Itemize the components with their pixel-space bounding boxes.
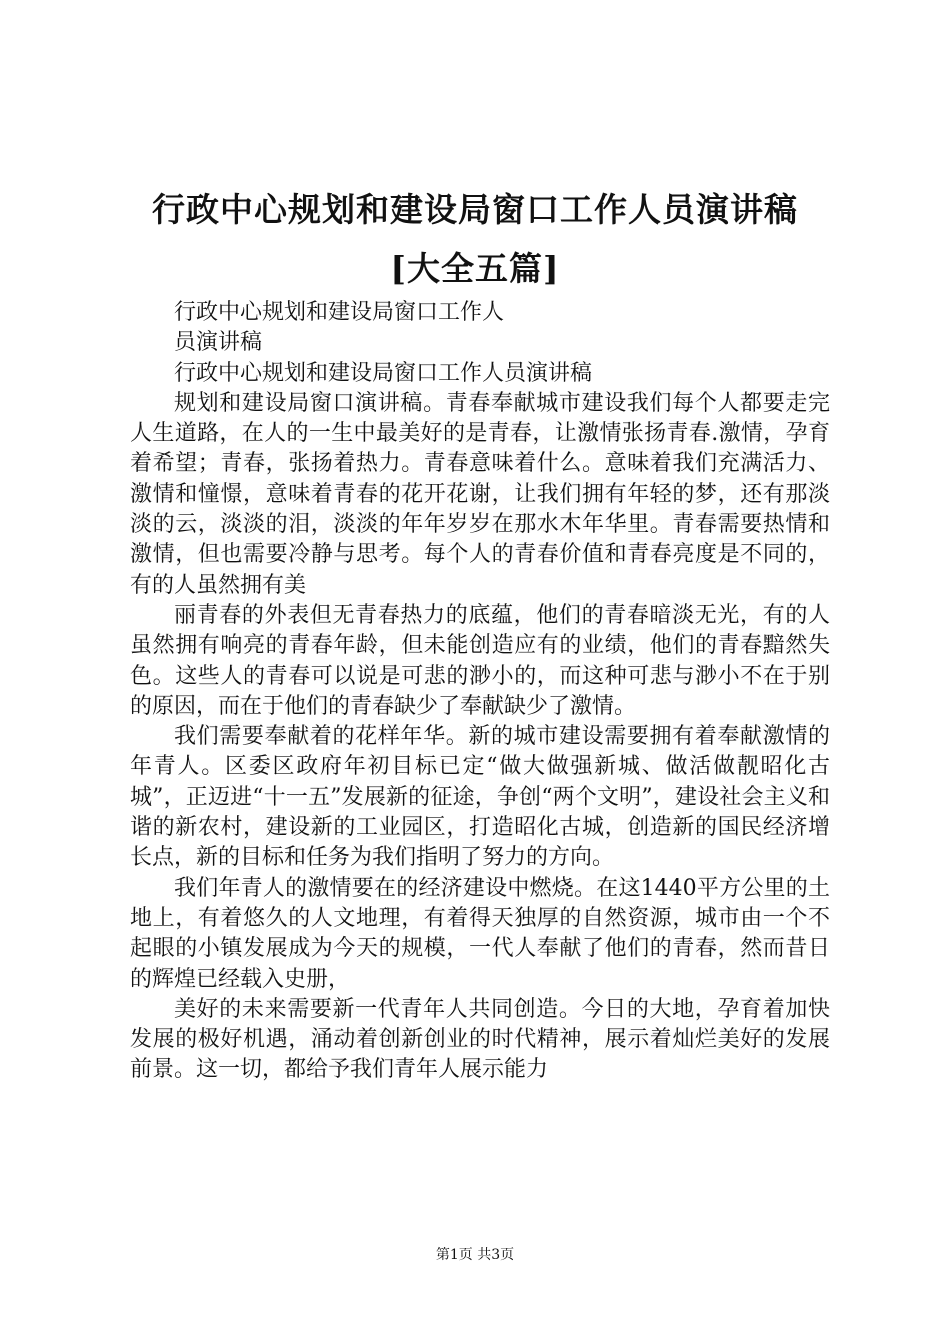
page-footer: 第1页 共3页 bbox=[435, 1247, 515, 1263]
paragraph: 丽青春的外表但无青春热力的底蕴，他们的青春暗淡无光，有的人虽然拥有响亮的青春年龄，但未能创造应有的业绩，他们的青春黯然失色。这些人的青春可以说是可悲的渺小的，而这种可悲与渺小不在于别的原因，而在于他们的青春缺少了奉献缺少了激情。 bbox=[130, 602, 830, 719]
paragraph: 美好的未来需要新一代青年人共同创造。今日的大地，孕育着加快发展的极好机遇，涌动着创新创业的时代精神，展示着灿烂美好的发展前景。这一切，都给予我们青年人展示能力 bbox=[130, 996, 830, 1083]
document-title: 行政中心规划和建设局窗口工作人员演讲稿 bbox=[152, 190, 798, 229]
paragraph: 我们年青人的激情要在的经济建设中燃烧。在这1440平方公里的土地上，有着悠久的人文地理，有着得天独厚的自然资源，城市由一个不起眼的小镇发展成为今天的规模，一代人奉献了他们的青春，然而昔日的辉煌已经载入史册， bbox=[130, 875, 830, 992]
section-subheading: 行政中心规划和建设局窗口工作人员演讲稿 bbox=[174, 360, 593, 386]
paragraph: 规划和建设局窗口演讲稿。青春奉献城市建设我们每个人都要走完人生道路，在人的一生中最美好的是青春，让激情张扬青春.激情，孕育着希望；青春，张扬着热力。青春意味着什么。意味着我们充满活力、激情和憧憬，意味着青春的花开花谢，让我们拥有年轻的梦，还有那淡淡的云，淡淡的泪，淡淡的年年岁岁在那水木年华里。青春需要热情和激情，但也需要冷静与思考。每个人的青春价值和青春亮度是不同的，有的人虽然拥有美 bbox=[130, 390, 830, 598]
document-title-suffix: [大全五篇] bbox=[390, 249, 560, 288]
paragraph: 我们需要奉献着的花样年华。新的城市建设需要拥有着奉献激情的年青人。区委区政府年初目标已定“做大做强新城、做活做靓昭化古城”，正迈进“十一五”发展新的征途，争创“两个文明”，建设社会主义和谐的新农村，建设新的工业园区，打造昭化古城，创造新的国民经济增长点，新的目标和任务为我们指明了努力的方向。 bbox=[130, 724, 830, 871]
document-body bbox=[130, 298, 830, 1086]
section-heading-continued: 员演讲稿 bbox=[174, 330, 263, 356]
section-heading: 行政中心规划和建设局窗口工作人 bbox=[174, 300, 505, 325]
